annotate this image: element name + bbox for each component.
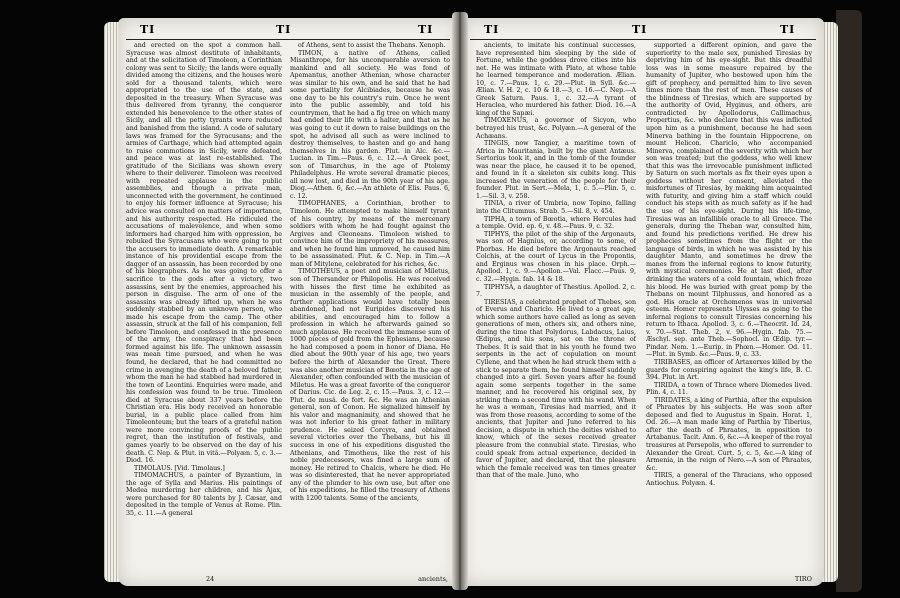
header-rule [126,39,450,40]
entry-timon: TIMON, a native of Athens, called Misanthrope, for his unconquerable aversion to mankind and all society. He was fond of Apemantus, another Athenian, whose character was similar to his own, and he said that he had some partiality for Alcibiades, because he was one day to be his country's ruin. Once he went into the public assembly, and told his countrymen, that he had a fig tree on which many had ended their life with a halter, and that as he was going to cut it down to raise buildings on the spot, he advised all such as were inclined to destroy themselves, to hasten and go and hang themselves in his garden. Plut. in Alc. &c.—Lucian. in Tim.—Paus. 6, c. 12.—A Greek poet, son of Timarchus, in the age of Ptolemy Philadelphus. He wrote several dramatic pieces, all now lost, and died in the 90th year of his age. Diog.—Athen. 6, &c.—An athlete of Elis. Paus. 6, c. 12. [290,49,450,200]
entry-timoxenus: TIMOXENUS, a governor of Sicyon, who betrayed his trust, &c. Polyæn.—A general of the Achæans. [476,117,636,140]
page-edges-right [822,22,838,582]
header-center-TI: TI [276,23,292,36]
entry-tiresias: TIRESIAS, a celebrated prophet of Thebes, son of Everus and Chariclo. He lived to a great age, which some authors have called as long as seven generations of men, others six, and others nine, during the time that Polydorus, Labdacus, Laius, Œdipus, and his sons, sat on the throne of Thebes. It is said that in his youth he found two serpents in the act of copulation on mount Cyllene, and that when he had struck them with a stick to separate them, he found himself suddenly changed into a girl. Seven years after he found again some serpents together in the same manner, and he recovered his original sex, by striking them a second time with his wand. When he was a woman, Tiresias had married, and it was from those reasons, according to some of the ancients, that Jupiter and Juno referred to his decision, a dispute in which the deities wished to know, which of the sexes received greater pleasure from the connubial state. Tiresias, who could speak from actual experience, decided in favor of Jupiter, and declared, that the pleasure which the female received was ten times greater than that of the male. Juno, who [476,298,636,480]
entry-timomachus: TIMOMACHUS, a painter of Byzantium, in the age of Sylla and Marius. His paintings of Medea murdering her children, and his Ajax, were purchased for 80 talents by J. Cæsar, and deposited in the temple of Venus at Rome. Plin. 35, c. 11.—A general [126,472,282,517]
right-column-1 [476,42,636,572]
left-running-header [118,23,458,37]
left-column-2 [290,42,450,572]
entry-tiphysa: TIPHYSA, a daughter of Thestius. Apollod. 2, c. 7. [476,283,636,299]
entry-timotheus-cont: ancients, to imitate his continual successes, have represented him sleeping by the side of Fortune, while the goddess drove cities into his net. He was intimate with Plato, at whose table he learned temperance and moderation. Ælian. 10, c. 7.—Paus. 1, c. 29.—Plut. in Syll. &c.—Ælian. V. H. 2, c. 10 & 18.—3, c. 16.—C. Nep.—A Greek Saturn. Paus. 1, c. 32.—A tyrant of Heraclea, who murdered his father. Diod. 16.—A king of the Sapæi. [476,42,636,117]
entry-timomachus-cont: of Athens, sent to assist the Thebans. Xenoph. [298,42,446,49]
page-signature: 24 [206,575,215,583]
entry-tiresias-cont: supported a different opinion, and gave the superiority to the male sex, punished Tiresias by depriving him of his eye-sight. But this dreadful loss was in some measure repaired by the humanity of Jupiter, who bestowed upon him the gift of prophecy, and permitted him to live seven times more than the rest of men. These causes of the blindness of Tiresias, which are supported by the authority of Ovid, Hyginus, and others, are contradicted by Apollodorus, Callimachus, Propertius, &c. who declare that this was inflicted upon him as a punishment, because he had seen Minerva bathing in the fountain Hippocrene, on mount Helicon. Chariclo, who accompanied Minerva, complained of the severity with which her son was treated; but the goddess, who well knew that this was the irrevocable punishment inflicted by Saturn on such mortals as fix their eyes upon a goddess without her consent, alleviated the misfortunes of Tiresias, by making him acquainted with futurity, and giving him a staff which could conduct his steps with as much safety as if he had the use of his eye-sight. During his life-time, Tiresias was an infallible oracle to all Greece. The generals, during the Theban war, consulted him, and found his predictions verified. He drew his prophecies sometimes from the flight or the language of birds, in which he was assisted by his daughter Manto, and sometimes he drew the manes from the infernal regions to know futurity, with mystical ceremonies. He at last died, after drinking the waters of a cold fountain, which froze his blood. He was buried with great pomp by the Thebans on mount Tilphussus, and honored as a god. His oracle at Orchomenos was in universal esteem. Homer represents Ulysses as going to the infernal regions to consult Tiresias concerning his return to Ithaca. Apollod. 3, c. 6.—Theocrit. Id. 24, v. 70.—Stat. Theb. 2, v. 96.—Hygin. fab. 75.—Æschyl. sep. ante Theb.—Sophocl. in Œdip. tyr.—Pindar. Nem. 1.—Eurip. in Phœn.—Homer. Od. 11.—Plut. in Symb. &c.—Paus. 9, c. 33. [646,42,812,359]
entry-timophanes: TIMOPHANES, a Corinthian, brother to Timoleon. He attempted to make himself tyrant of his country, by means of the mercenary soldiers with whom he had fought against the Argives and Cleoneans. Timoleon wished to convince him of the impropriety of his measures, and when he found him unmoved, he caused him to be assassinated. Plut. & C. Nep. in Tim.—A man of Mitylene, celebrated for his riches, &c. [290,200,450,268]
entry-tiris: TIRIS, a general of the Thracians, who opposed Antiochus. Polyæn. 4. [646,472,812,487]
header-left-TI: TI [484,23,500,36]
book-cover-edge [836,10,862,592]
header-rule [470,39,816,40]
entry-tiribases: TIRIBASES, an officer of Artaxerxes killed by the guards for conspiring against the king's life, B. C. 394. Plut. in Art. [646,358,812,382]
entry-timotheus: TIMOTHEUS, a poet and musician of Miletus, son of Thersander or Philopolis. He was received with hisses the first time he exhibited as musician in the assembly of the people, and further applications would have totally been abandoned, had not Euripides discovered his abilities, and encouraged him to follow a profession in which he afterwards gained so much applause. He received the immense sum of 1000 pieces of gold from the Ephesians, because he had composed a poem in honor of Diana. He died about the 90th year of his age, two years before the birth of Alexander the Great. There was also another musician of Bœotia in the age of Alexander, often confounded with the musician of Miletus. He was a great favorite of the conqueror of Darius. Cic. de Leg. 2, c. 15.—Paus. 3, c. 12.—Plut. de musâ. de fort. &c. He was an Athenian general, son of Conon. He signalized himself by his valor and magnanimity, and showed that he was not inferior to his great father in military prudence. He seized Corcyra, and obtained several victories over the Thebans, but his ill success in one of his expeditions disgusted the Athenians, and Timotheus, like the rest of his noble predecessors, was fined a large sum of money. He retired to Chalcis, where he died. He was so disinterested, that he never appropriated any of the plunder to his own use, but after one of his expeditions, he filled the treasury of Athens with 1200 talents. Some of the ancients, [290,268,450,502]
entry-timolaus: TIMOLAUS. [Vid. Timolaus.] [134,464,225,472]
entry-tiphys: TIPHYS, the pilot of the ship of the Argonauts, was son of Hagnius, or, according to some, of Phorbas. He died before the Argonauts reached Colchis, at the court of Lycus in the Propontis, and Erginus was chosen in his place. Orph.—Apollod. 1, c. 9.—Apollon.—Val. Flacc.—Paus. 9, c. 32.—Hygin. fab. 14 & 18. [476,230,636,283]
entry-tiridates: TIRIDATES, a king of Parthia, after the expulsion of Phraates by his subjects. He was soon after deposed and fled to Augustus in Spain. Horat. 1, Od. 26.—A man made king of Parthia by Tiberius, after the death of Phraates, in opposition to Artabanus. Tacit. Ann. 6, &c.—A keeper of the royal treasures at Persepolis, who offered to surrender to Alexander the Great. Curt. 5, c. 5, &c.—A king of Armenia, in the reign of Nero.—A son of Phraates, &c. [646,396,812,472]
header-right-TI: TI [780,23,796,36]
right-running-header [462,23,824,37]
catchword-left: ancients, [418,575,448,583]
book-gutter [452,12,468,590]
entry-tingis: TINGIS, now Tangier, a maritime town of Africa in Mauritania, built by the giant Antæus. Sertorius took it, and in the tomb of the founder was near the place, he caused it to be opened, and found in it a skeleton six cubits long. This increased the veneration of the people for their founder. Plut. in Sert.—Mela, 1, c. 5.—Plin. 5, c. 1.—Sil. 3, v. 258. [476,140,636,200]
entry-tinia: TINIA, a river of Umbria, now Topino, falling into the Clitumnus. Strab. 5.—Sil. 8, v. 454. [476,200,636,216]
entry-tipha: TIPHA, a town of Bœotia, where Hercules had a temple. Ovid. ep. 6, v. 48.—Paus. 9, c. 32. [476,215,636,231]
header-right-TI: TI [418,23,434,36]
left-page [118,18,458,586]
catchword-right: TIRO [794,575,812,583]
entry-tirida: TIRIDA, a town of Thrace where Diomedes lived. Plin. 4, c. 11. [646,381,812,397]
header-center-TI: TI [632,23,648,36]
left-column-1 [126,42,282,572]
right-page [462,18,824,586]
right-column-2 [646,42,812,572]
header-left-TI: TI [140,23,156,36]
entry-timoleon-cont: and erected on the spot a common hall. Syracuse was almost destitute of inhabitants, and at the solicitation of Timoleon, a Corinthian colony was sent to Sicily; the lands were equally divided among the citizens, and the houses were sold for a thousand talents, which were appropriated to the use of the state, and deposited in the treasury. When Syracuse was thus delivered from tyranny, the conqueror extended his benevolence to the other states of Sicily, and all the petty tyrants were reduced and banished from the island. A code of salutary laws was framed for the Syracusans; and the armies of Carthage, which had attempted again to raise commotions in Sicily, were defeated, and peace was at last re-established. The gratitude of the Sicilians was shown every where to their deliverer. Timoleon was received with repeated applause in the public assemblies, and though a private man, unconnected with the government, he continued to enjoy his former influence at Syracuse; his advice was consulted on matters of importance, and his authority respected. He ridiculed the accusations of malevolence, and when some informers had charged him with oppression, he rebuked the Syracusans who were going to put the accusers to immediate death. A remarkable instance of his providential escape from the dagger of an assassin, has been recorded by one of his biographers. As he was going to offer a sacrifice to the gods after a victory, two assassins, sent by the enemies, approached his person in disguise. The arm of one of the assassins was already lifted up, when he was suddenly stabbed by an unknown person, who made his escape from the camp. The other assassin, struck at the fall of his companion, fell before Timoleon, and confessed in the presence of the army, the conspiracy that had been formed against his life. The unknown assassin was mean time pursued, and when he was found, he declared, that he had committed no crime in avenging the death of a beloved father, whom the man he had stabbed had murdered in the town of Leontini. Enquiries were made, and his confession was found to be true. Timoleon died at Syracuse about 337 years before the Christian era. His body received an honorable burial, in a public place called from him Timoleonteum; but the tears of a grateful nation were more convincing proofs of the public regret, than the institution of festivals, and games yearly to be observed on the day of his death. C. Nep. & Plut. in vitâ.—Polyæn. 5, c. 3.—Diod. 16. [126,42,282,465]
